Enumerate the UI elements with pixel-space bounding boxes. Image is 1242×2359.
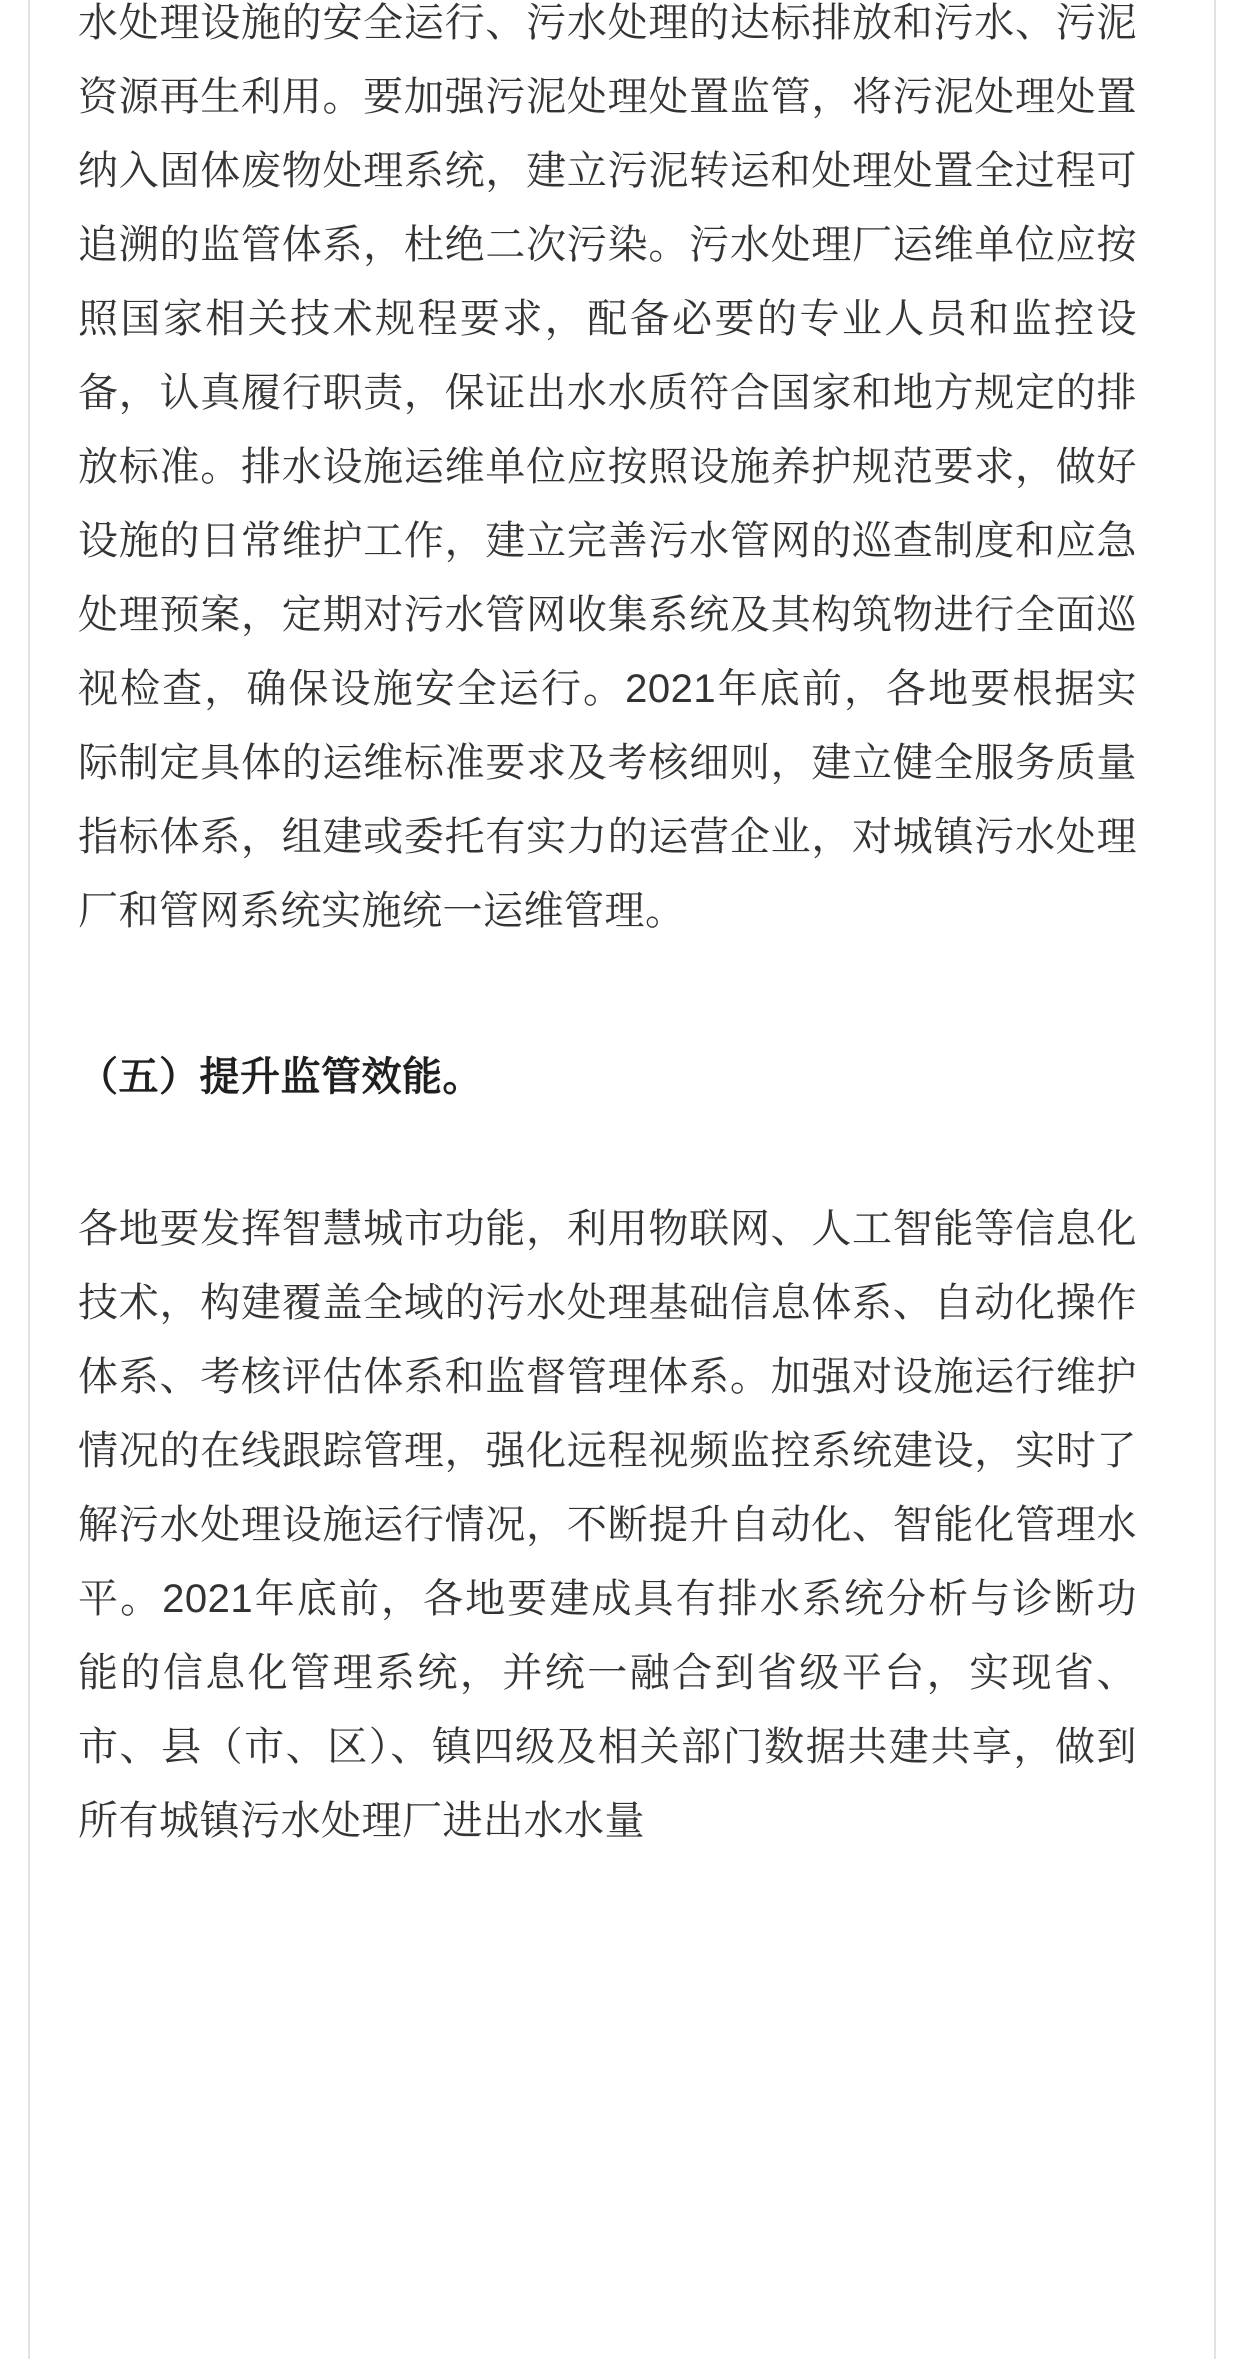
paragraph-spacer	[78, 948, 1137, 1040]
paragraph-supervision-efficiency: 各地要发挥智慧城市功能，利用物联网、人工智能等信息化技术，构建覆盖全域的污水处理基础信息体系、自动化操作体系、考核评估体系和监督管理体系。加强对设施运行维护情况的在线跟踪管理，强化远程视频监控系统建设，实时了解污水处理设施运行情况，不断提升自动化、智能化管理水平。2021年底前，各地要建成具有排水系统分析与诊断功能的信息化管理系统，并统一融合到省级平台，实现省、市、县（市、区）、镇四级及相关部门数据共建共享，做到所有城镇污水处理厂进出水水量	[78, 1207, 1137, 1843]
paragraph-operations-maintenance: 水处理设施的安全运行、污水处理的达标排放和污水、污泥资源再生利用。要加强污泥处理处置监管，将污泥处理处置纳入固体废物处理系统，建立污泥转运和处理处置全过程可追溯的监管体系，杜绝二次污染。污水处理厂运维单位应按照国家相关技术规程要求，配备必要的专业人员和监控设备，认真履行职责，保证出水水质符合国家和地方规定的排放标准。排水设施运维单位应按照设施养护规范要求，做好设施的日常维护工作，建立完善污水管网的巡查制度和应急处理预案，定期对污水管网收集系统及其构筑物进行全面巡视检查，确保设施安全运行。2021年底前，各地要根据实际制定具体的运维标准要求及考核细则，建立健全服务质量指标体系，组建或委托有实力的运营企业，对城镇污水处理厂和管网系统实施统一运维管理。	[78, 1, 1137, 933]
heading-spacer	[78, 1114, 1137, 1192]
section-heading-five: （五）提升监管效能。	[78, 1055, 483, 1099]
